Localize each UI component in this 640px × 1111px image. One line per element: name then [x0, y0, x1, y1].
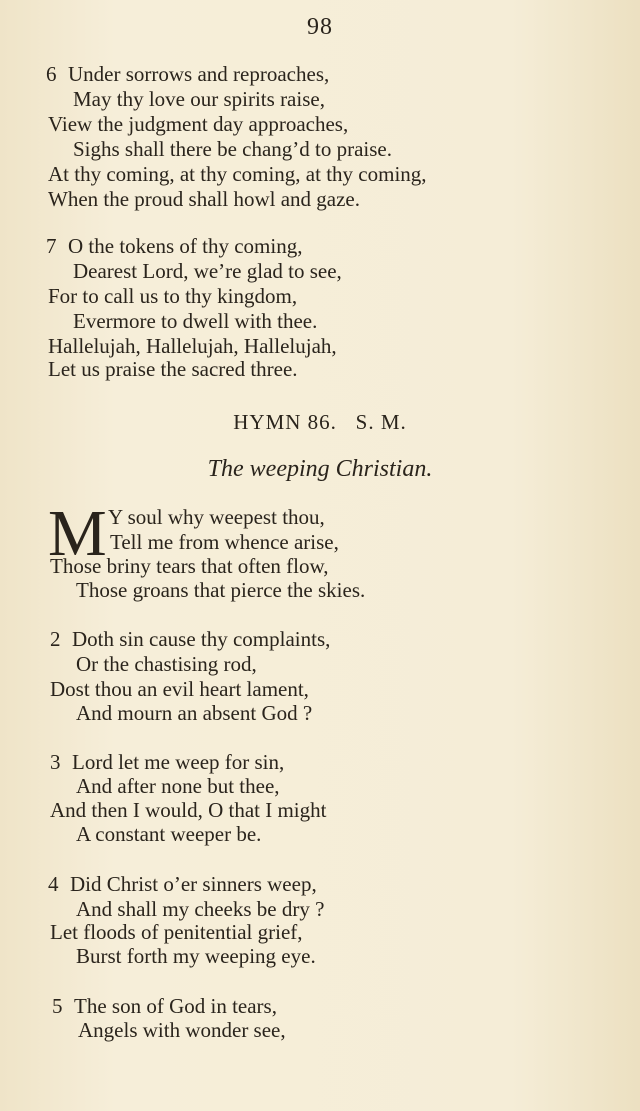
stanza-line: View the judgment day approaches,: [48, 112, 349, 136]
stanza-line: 2 Doth sin cause thy complaints,: [50, 627, 331, 651]
stanza-line: Tell me from whence arise,: [110, 530, 339, 554]
stanza-line: 6 Under sorrows and reproaches,: [46, 62, 330, 86]
stanza-line: Evermore to dwell with thee.: [73, 309, 318, 333]
stanza-line: And mourn an absent God ?: [76, 701, 313, 725]
stanza-line: Let us praise the sacred three.: [48, 357, 298, 381]
stanza-number: 3: [50, 750, 61, 774]
stanza-line: Let floods of penitential grief,: [50, 920, 303, 944]
stanza-line: Or the chastising rod,: [76, 652, 257, 676]
stanza-number: 2: [50, 627, 61, 651]
stanza-line: Sighs shall there be chang’d to praise.: [73, 137, 392, 161]
stanza-line: 4 Did Christ o’er sinners weep,: [48, 872, 317, 896]
page-number: 98: [307, 14, 333, 40]
stanza-line: For to call us to thy kingdom,: [48, 284, 298, 308]
drop-cap: M: [48, 497, 107, 570]
stanza-line: 7 O the tokens of thy coming,: [46, 234, 303, 258]
stanza-number: 4: [48, 872, 59, 896]
stanza-number: 7: [46, 234, 57, 258]
stanza-line: And after none but thee,: [76, 774, 280, 798]
stanza-line: And shall my cheeks be dry ?: [76, 897, 325, 921]
stanza-line: And then I would, O that I might: [50, 798, 327, 822]
stanza-line: Y soul why weepest thou,: [108, 505, 325, 529]
stanza-line: 5 The son of God in tears,: [52, 994, 277, 1018]
stanza-line: Those briny tears that often flow,: [50, 554, 329, 578]
stanza-line: At thy coming, at thy coming, at thy coming,: [48, 162, 427, 186]
stanza-line: Dearest Lord, we’re glad to see,: [73, 259, 342, 283]
stanza-number: 6: [46, 62, 57, 86]
hymn-heading: HYMN 86. S. M.: [233, 410, 407, 434]
stanza-line: May thy love our spirits raise,: [73, 87, 325, 111]
hymn-subtitle: The weeping Christian.: [207, 456, 433, 482]
stanza-line: Those groans that pierce the skies.: [76, 578, 366, 602]
stanza-line: Hallelujah, Hallelujah, Hallelujah,: [48, 334, 337, 358]
stanza-line: When the proud shall howl and gaze.: [48, 187, 360, 211]
stanza-line: Burst forth my weeping eye.: [76, 944, 316, 968]
stanza-line: 3 Lord let me weep for sin,: [50, 750, 285, 774]
stanza-number: 5: [52, 994, 63, 1018]
stanza-line: A constant weeper be.: [76, 822, 262, 846]
stanza-line: Dost thou an evil heart lament,: [50, 677, 309, 701]
stanza-line: Angels with wonder see,: [78, 1018, 286, 1042]
